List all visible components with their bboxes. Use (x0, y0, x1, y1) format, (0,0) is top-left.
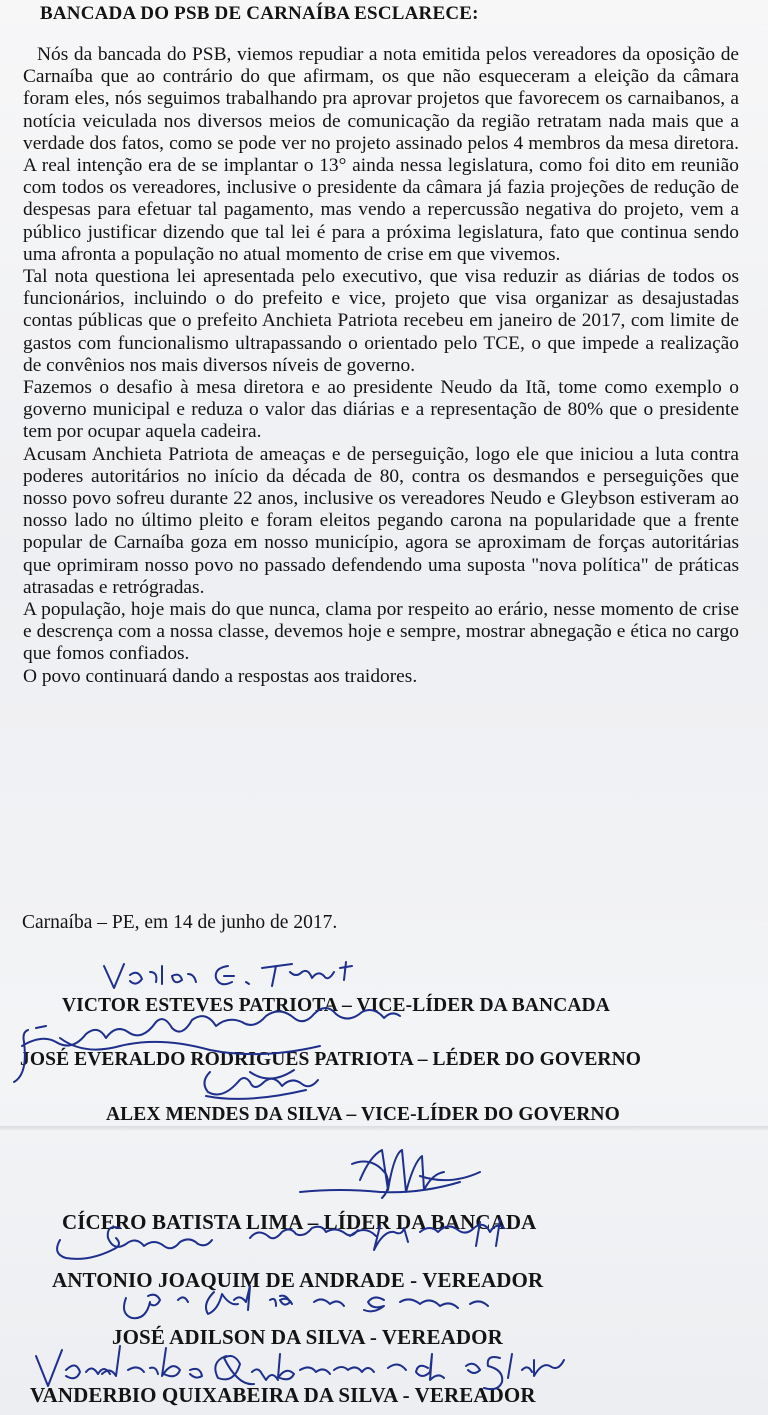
paragraph-3: Fazemos o desafio à mesa diretora e ao presidente Neudo da Itã, tome como exemplo o governo municipal e reduza o valor das diárias e a representação de 80% que o presidente tem por ocupar aquela cadeira. (23, 377, 739, 443)
signature-name-victor: VICTOR ESTEVES PATRIOTA – VICE-LÍDER DA BANCADA (62, 995, 610, 1016)
signature-name-jose-adilson: JOSÉ ADILSON DA SILVA - VEREADOR (112, 1325, 503, 1349)
signature-alex (204, 1070, 318, 1099)
signature-name-jose-everaldo: JOSÉ EVERALDO RODRIGUES PATRIOTA – LÉDER DO GOVERNO (20, 1049, 642, 1070)
document-heading: BANCADA DO PSB DE CARNAÍBA ESCLARECE: (40, 3, 479, 24)
signature-cicero (300, 1150, 480, 1198)
signature-victor (104, 962, 352, 988)
paragraph-1: Nós da bancada do PSB, viemos repudiar a nota emitida pelos vereadores da oposição de Carnaíba que ao contrário do que afirmam, os que não esqueceram a eleição da câmara foram eles, nós seguimos trabalhando pra aprovar projetos que favorecem os carnaibanos, a notícia veiculada nos diversos meios de comunicação da região retratam nada mais que a verdade dos fatos, como se pode ver no projeto assinado pelos 4 membros da mesa diretora. A real intenção era de se implantar o 13° ainda nessa legislatura, como foi dito em reunião com todos os vereadores, inclusive o presidente da câmara já fazia projeções de redução de despesas para efetuar tal pagamento, mas vendo a repercussão negativa do projeto, vem a público justificar dizendo que tal lei é para a próxima legislatura, fato que continua sendo uma afronta a população no atual momento de crise em que vivemos. (23, 44, 739, 265)
paragraph-5: A população, hoje mais do que nunca, clama por respeito ao erário, nesse momento de crise e descrença com a nossa classe, devemos hoje e sempre, mostrar abnegação e ética no cargo que fomos confiados. (23, 599, 739, 665)
paragraph-6: O povo continuará dando a respostas aos traidores. (23, 665, 418, 687)
paper-fold-edge (0, 1126, 768, 1132)
date-line: Carnaíba – PE, em 14 de junho de 2017. (22, 912, 338, 933)
paragraph-2: Tal nota questiona lei apresentada pelo executivo, que visa reduzir as diárias de todos os funcionários, incluindo o do prefeito e vice, projeto que visa organizar as desajustadas contas públicas que o prefeito Anchieta Patriota recebeu em janeiro de 2017, com limite de gastos com funcionalismo ultrapassando o orientado pelo TCE, o que impede a realização de convênios nos mais diversos níveis de governo. (23, 266, 739, 376)
signature-name-vanderbio: VANDERBIO QUIXABEIRA DA SILVA - VEREADOR (30, 1383, 536, 1407)
signature-name-alex: ALEX MENDES DA SILVA – VICE-LÍDER DO GOVERNO (106, 1104, 620, 1125)
signature-name-cicero: CÍCERO BATISTA LIMA – LÍDER DA BANCADA (62, 1210, 537, 1234)
signature-name-antonio: ANTONIO JOAQUIM DE ANDRADE - VEREADOR (52, 1268, 544, 1292)
paragraph-4: Acusam Anchieta Patriota de ameaças e de perseguição, logo ele que iniciou a luta contra poderes autoritários no início da década de 80, contra os desmandos e perseguições que nosso povo sofreu durante 22 anos, inclusive os vereadores Neudo e Gleybson estiveram ao nosso lado no último pleito e foram eleitos pegando carona na popularidade que a frente popular de Carnaíba goza em nosso município, agora se aproximam de forças autoritárias que oprimiram nosso povo no passado defendendo uma suposta "nova política" de práticas atrasadas e retrógradas. (23, 443, 739, 598)
document-body (23, 44, 739, 688)
